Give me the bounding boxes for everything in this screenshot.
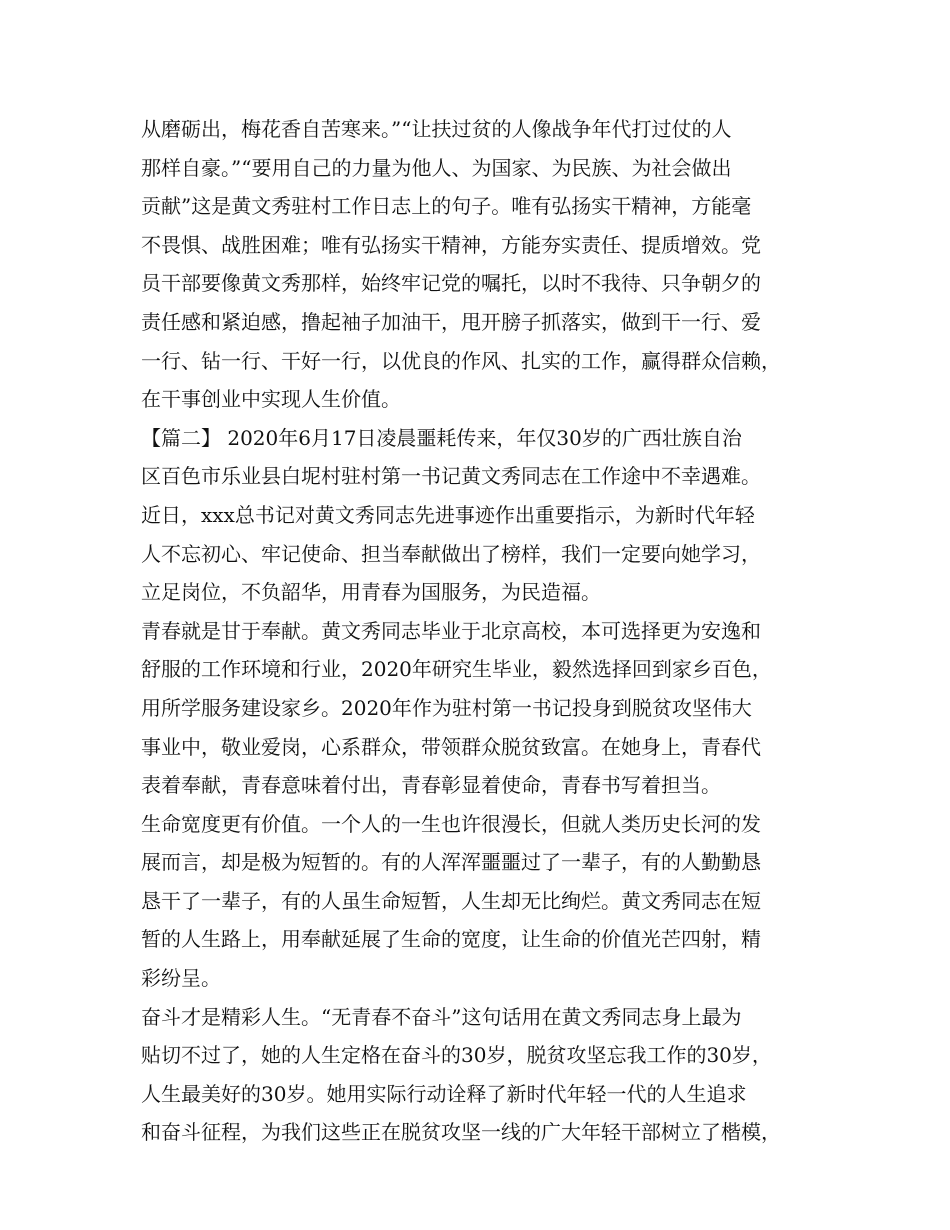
body-text — [141, 110, 831, 1152]
text-line: 贴切不过了，她的人生定格在奋斗的30岁，脱贫攻坚忘我工作的30岁， — [141, 1043, 772, 1068]
text-line: 贡献”这是黄文秀驻村工作日志上的句子。唯有弘扬实干精神，方能毫 — [141, 194, 752, 219]
text-line: 用所学服务建设家乡。2020年作为驻村第一书记投身到脱贫攻坚伟大 — [141, 695, 752, 720]
text-line: 责任感和紧迫感，撸起袖子加油干，甩开膀子抓落实，做到干一行、爱 — [141, 309, 761, 334]
text-line: 一行、钻一行、干好一行，以优良的作风、扎实的工作，赢得群众信赖， — [141, 348, 781, 373]
text-line: 表着奉献，青春意味着付出，青春彰显着使命，青春书写着担当。 — [141, 773, 721, 798]
text-line: 暂的人生路上，用奉献延展了生命的宽度，让生命的价值光芒四射，精 — [141, 927, 761, 952]
text-line: 区百色市乐业县白坭村驻村第一书记黄文秀同志在工作途中不幸遇难。 — [141, 464, 761, 489]
text-line: 员干部要像黄文秀那样，始终牢记党的嘱托，以时不我待、只争朝夕的 — [141, 271, 761, 296]
text-line: 彩纷呈。 — [141, 966, 221, 991]
text-line: 立足岗位，不负韶华，用青春为国服务，为民造福。 — [141, 580, 601, 605]
text-line: 恳干了一辈子，有的人虽生命短暂，人生却无比绚烂。黄文秀同志在短 — [141, 888, 761, 913]
text-line: 人不忘初心、牢记使命、担当奉献做出了榜样，我们一定要向她学习， — [141, 541, 761, 566]
text-line: 不畏惧、战胜困难；唯有弘扬实干精神，方能夯实责任、提质增效。党 — [141, 232, 761, 257]
text-line: 生命宽度更有价值。一个人的一生也许很漫长，但就人类历史长河的发 — [141, 811, 761, 836]
text-line: 舒服的工作环境和行业，2020年研究生毕业，毅然选择回到家乡百色， — [141, 657, 772, 682]
text-line: 奋斗才是精彩人生。“无青春不奋斗”这句话用在黄文秀同志身上最为 — [141, 1004, 742, 1029]
text-line: 事业中，敬业爱岗，心系群众，带领群众脱贫致富。在她身上，青春代 — [141, 734, 761, 759]
text-line: 和奋斗征程，为我们这些正在脱贫攻坚一线的广大年轻干部树立了楷模， — [141, 1120, 781, 1145]
text-line: 从磨砺出，梅花香自苦寒来。”“让扶过贫的人像战争年代打过仗的人 — [141, 117, 732, 141]
text-line: 青春就是甘于奉献。黄文秀同志毕业于北京高校，本可选择更为安逸和 — [141, 618, 761, 643]
text-line: 在干事创业中实现人生价值。 — [141, 387, 401, 412]
text-line: 近日，xxx总书记对黄文秀同志先进事迹作出重要指示，为新时代年轻 — [141, 502, 755, 527]
text-line: 那样自豪。”“要用自己的力量为他人、为国家、为民族、为社会做出 — [141, 155, 732, 180]
text-line: 人生最美好的30岁。她用实际行动诠释了新时代年轻一代的人生追求 — [141, 1081, 747, 1106]
section-heading-line: 【篇二】 2020年6月17日凌晨噩耗传来，年仅30岁的广西壮族自治 — [141, 425, 742, 450]
text-line: 展而言，却是极为短暂的。有的人浑浑噩噩过了一辈子，有的人勤勤恳 — [141, 850, 761, 875]
